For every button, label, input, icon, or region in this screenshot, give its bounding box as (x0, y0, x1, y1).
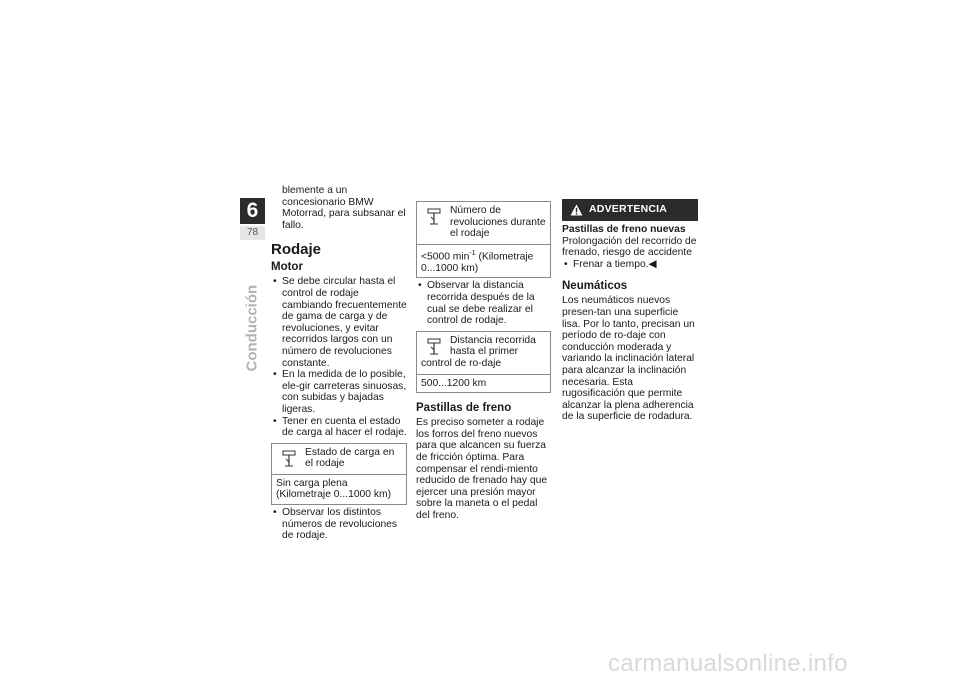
heading-rodaje: Rodaje (271, 241, 322, 259)
info-box-load (271, 443, 407, 505)
paragraph-neumaticos: Los neumáticos nuevos presen-tan una superficie lisa. Por lo tanto, precisan un período de ro-daje con conducción moderada y variando la inclinación lateral para alcanzar la inclinación necesaria. Esta rugosificación que permite alcanzar la plena adherencia de la superficie de rodadura. (562, 295, 695, 423)
rpm-exponent: -1 (469, 249, 476, 257)
warning-label: ADVERTENCIA (589, 203, 668, 216)
column-2 (416, 201, 551, 521)
watermark-text: carmanualsonline.info (608, 650, 848, 677)
warning-title: Pastillas de freno nuevas (562, 224, 686, 235)
info-box-title: Número de revoluciones durante el rodaje (450, 205, 546, 240)
pointer-icon (282, 450, 296, 468)
info-box-title: Estado de carga en el rodaje (305, 446, 395, 470)
list-item: • Observar los distintos números de revoluciones de rodaje. (271, 507, 407, 542)
rpm-value: <5000 min (421, 251, 470, 263)
info-box-distance (416, 331, 551, 393)
bullet-list (416, 280, 551, 326)
info-box-value: Sin carga plena (Kilometraje 0...1000 km) (272, 474, 406, 504)
info-box-title: Distancia recorrida hasta el primer control de ro-daje (421, 334, 536, 369)
page-number: 78 (240, 226, 265, 240)
info-box-rpm (416, 201, 551, 278)
column-1 (271, 185, 407, 542)
bullet-list (271, 276, 407, 438)
chapter-number: 6 (240, 198, 265, 224)
warning-icon (570, 204, 583, 216)
column-3 (562, 199, 698, 423)
subheading-motor: Motor (271, 261, 303, 274)
pointer-icon (427, 338, 441, 356)
list-item: • Observar la distancia recorrida después de la cual se debe realizar el control de rodaje. (416, 280, 551, 326)
bullet-list (562, 259, 698, 271)
warning-text: Prolongación del recorrido de frenado, riesgo de accidente (562, 235, 697, 259)
heading-neumaticos: Neumáticos (562, 280, 628, 293)
bullet-list-2 (271, 507, 407, 542)
rpm-range: (Kilometraje 0...1000 km) (421, 251, 534, 274)
section-label: Conducción (243, 284, 261, 372)
intro-text: blemente a un concesionario BMW Motorrad, para subsanar el fallo. (282, 185, 406, 231)
info-box-value (417, 244, 550, 278)
list-item: • Se debe circular hasta el control de rodaje cambiando frecuentemente de gama de carga y de revoluciones, y evitar recorridos largos con un número de revoluciones constante. (271, 276, 407, 369)
warning-banner (562, 199, 698, 221)
list-item: • En la medida de lo posible, ele-gir carreteras sinuosas, con subidas y bajadas ligeras. (271, 369, 407, 415)
paragraph-pastillas: Es preciso someter a rodaje los forros del freno nuevos para que alcancen su fuerza de fricción óptima. Para compensar el rendi-miento reducido de frenado hay que ejercer una presión mayor sobre la maneta o el pedal del freno. (416, 417, 548, 521)
heading-pastillas: Pastillas de freno (416, 402, 512, 415)
list-item: • Frenar a tiempo.◀ (562, 259, 698, 271)
list-item: • Tener en cuenta el estado de carga al hacer el rodaje. (271, 416, 407, 439)
info-box-value: 500...1200 km (417, 374, 550, 393)
pointer-icon (427, 208, 441, 226)
